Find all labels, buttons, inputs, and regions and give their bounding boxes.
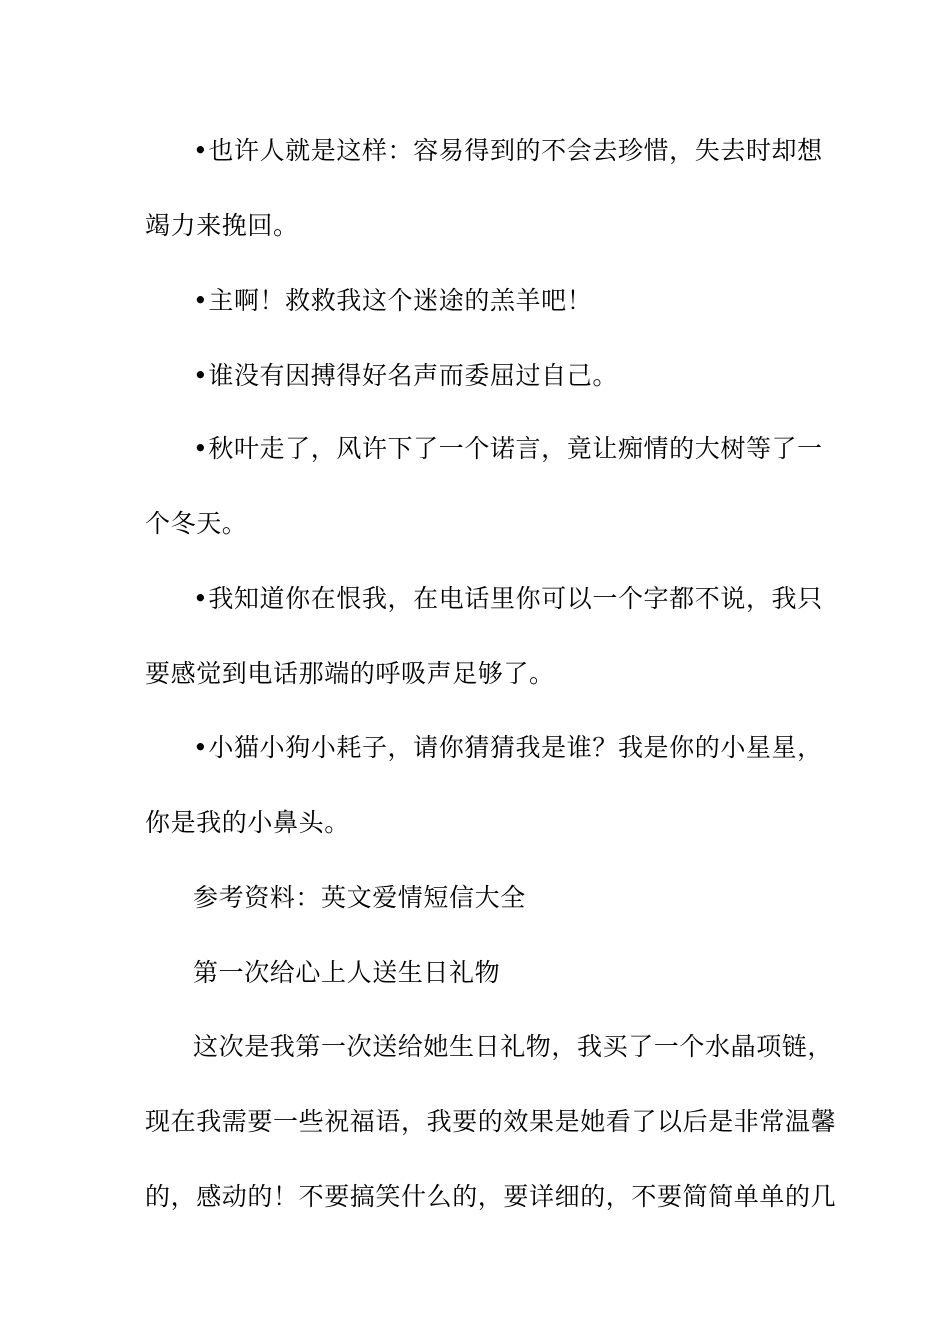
paragraph-line: •谁没有因搏得好名声而委屈过自己。: [193, 361, 618, 390]
paragraph-line: 这次是我第一次送给她生日礼物，我买了一个水晶项链，: [193, 1032, 834, 1061]
section-title: 第一次给心上人送生日礼物: [193, 958, 501, 987]
paragraph-line: 竭力来挽回。: [145, 211, 299, 240]
paragraph-line: •主啊！救救我这个迷途的羔羊吧！: [193, 286, 593, 315]
paragraph-line: 你是我的小鼻头。: [145, 808, 350, 837]
paragraph-line: •我知道你在恨我，在电话里你可以一个字都不说，我只: [193, 584, 823, 613]
paragraph-line: 的，感动的！不要搞笑什么的，要详细的，不要简简单单的几: [145, 1182, 837, 1211]
paragraph-line: 要感觉到电话那端的呼吸声足够了。: [145, 659, 555, 688]
reference-heading: 参考资料：英文爱情短信大全: [193, 883, 526, 912]
paragraph-line: 个冬天。: [145, 509, 248, 538]
paragraph-line: •也许人就是这样：容易得到的不会去珍惜，失去时却想: [193, 136, 823, 165]
paragraph-line: 现在我需要一些祝福语，我要的效果是她看了以后是非常温馨: [145, 1107, 837, 1136]
paragraph-line: •秋叶走了，风许下了一个诺言，竟让痴情的大树等了一: [193, 434, 823, 463]
paragraph-line: •小猫小狗小耗子，请你猜猜我是谁？我是你的小星星，: [193, 733, 823, 762]
